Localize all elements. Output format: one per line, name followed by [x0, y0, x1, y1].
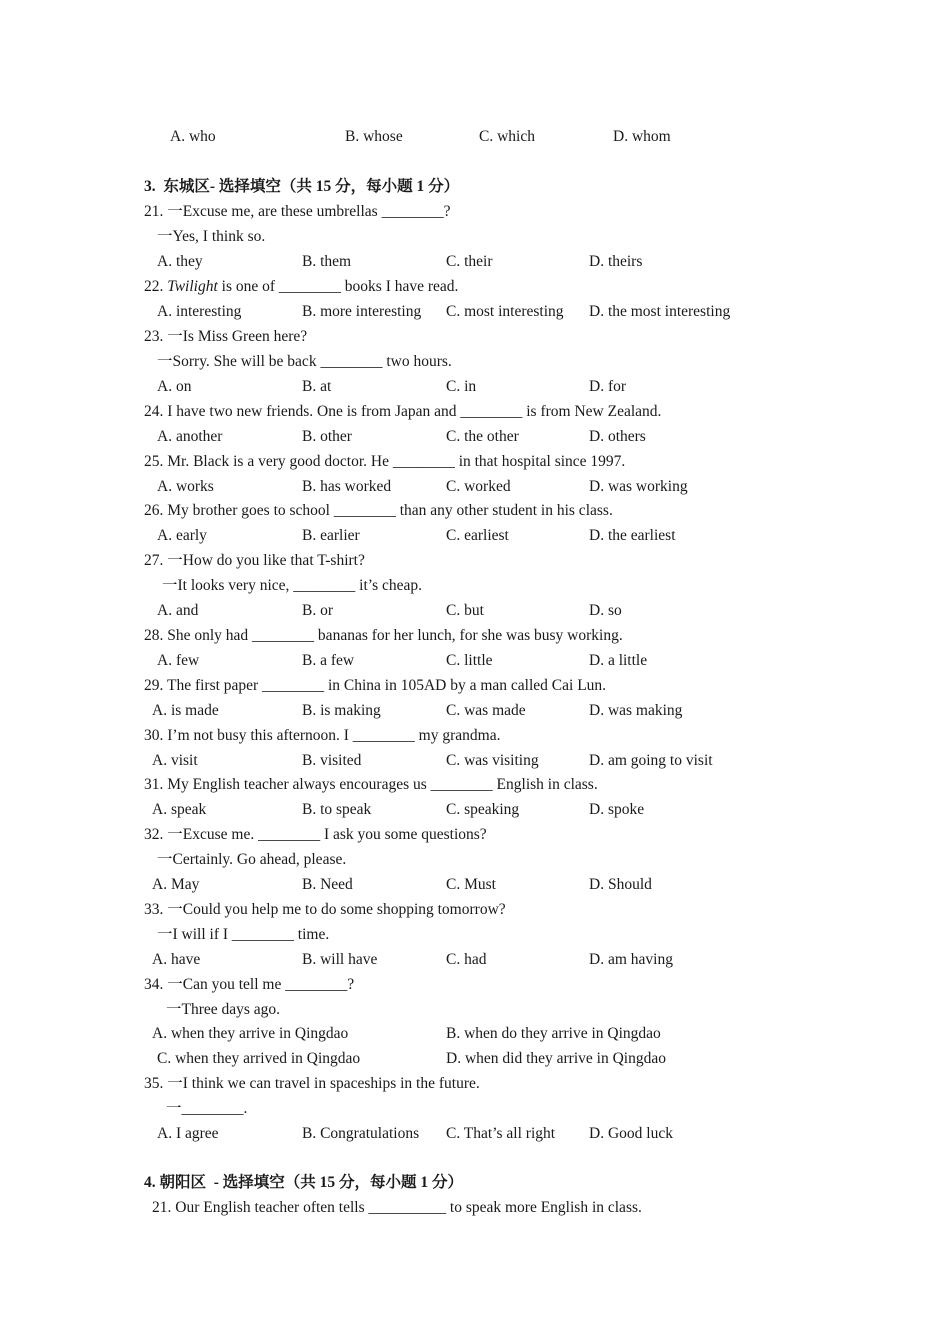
- question-21-option-a: A. they: [157, 253, 203, 270]
- question-33-option-a: A. have: [152, 951, 201, 968]
- question-35-stem: 35. 一I think we can travel in spaceships in the future.: [144, 1075, 480, 1092]
- question-26-option-d: D. the earliest: [589, 527, 676, 544]
- question-26-option-a: A. early: [157, 527, 207, 544]
- question-21-option-b: B. them: [302, 253, 352, 270]
- question-34-reply: 一Three days ago.: [166, 1001, 281, 1018]
- question-29-stem: 29. The first paper ________ in China in 105AD by a man called Cai Lun.: [144, 677, 607, 694]
- question-22-option-a: A. interesting: [157, 303, 242, 320]
- carryover-option-b: B. whose: [345, 128, 403, 145]
- question-26-option-c: C. earliest: [446, 527, 509, 544]
- question-31-option-a: A. speak: [152, 801, 207, 818]
- carryover-option-c: C. which: [479, 128, 535, 145]
- section-4-heading: 4. 朝阳区 - 选择填空（共 15 分，每小题 1 分）: [144, 1174, 464, 1191]
- question-30-option-a: A. visit: [152, 752, 198, 769]
- section-4-question-21-stem: 21. Our English teacher often tells __________ to speak more English in class.: [152, 1199, 642, 1216]
- question-27-option-d: D. so: [589, 602, 622, 619]
- question-22-number: 22.: [144, 278, 168, 295]
- question-29-option-b: B. is making: [302, 702, 381, 719]
- question-33-stem: 33. 一Could you help me to do some shopping tomorrow?: [144, 901, 506, 918]
- question-32-stem: 32. 一Excuse me. ________ I ask you some questions?: [144, 826, 487, 843]
- question-34-option-c: C. when they arrived in Qingdao: [157, 1050, 361, 1067]
- question-22-book-title: Twilight: [167, 278, 218, 295]
- question-27-option-c: C. but: [446, 602, 484, 619]
- question-27-option-a: A. and: [157, 602, 199, 619]
- question-29-option-d: D. was making: [589, 702, 683, 719]
- question-26-option-b: B. earlier: [302, 527, 360, 544]
- question-23-option-a: A. on: [157, 378, 192, 395]
- question-33-option-c: C. had: [446, 951, 487, 968]
- question-35-option-a: A. I agree: [157, 1125, 219, 1142]
- question-32-option-a: A. May: [152, 876, 200, 893]
- question-25-stem: 25. Mr. Black is a very good doctor. He ________ in that hospital since 1997.: [144, 453, 626, 470]
- question-23-reply: 一Sorry. She will be back ________ two hours.: [157, 353, 452, 370]
- question-34-stem: 34. 一Can you tell me ________?: [144, 976, 355, 993]
- carryover-option-d: D. whom: [613, 128, 671, 145]
- carryover-option-a: A. who: [170, 128, 216, 145]
- question-32-option-d: D. Should: [589, 876, 652, 893]
- question-35-option-d: D. Good luck: [589, 1125, 673, 1142]
- question-23-option-b: B. at: [302, 378, 332, 395]
- question-35-reply: 一________.: [166, 1100, 248, 1117]
- section-3-heading: 3. 东城区- 选择填空（共 15 分，每小题 1 分）: [144, 178, 460, 195]
- question-23-option-c: C. in: [446, 378, 477, 395]
- question-30-option-c: C. was visiting: [446, 752, 539, 769]
- question-28-option-c: C. little: [446, 652, 493, 669]
- question-30-option-b: B. visited: [302, 752, 362, 769]
- question-21-stem: 21. 一Excuse me, are these umbrellas ________?: [144, 203, 451, 220]
- question-31-stem: 31. My English teacher always encourages us ________ English in class.: [144, 776, 598, 793]
- question-29-option-a: A. is made: [152, 702, 219, 719]
- question-32-reply: 一Certainly. Go ahead, please.: [157, 851, 347, 868]
- question-34-option-a: A. when they arrive in Qingdao: [152, 1025, 349, 1042]
- question-22-option-d: D. the most interesting: [589, 303, 731, 320]
- question-27-option-b: B. or: [302, 602, 333, 619]
- question-34-option-d: D. when did they arrive in Qingdao: [446, 1050, 666, 1067]
- question-28-option-d: D. a little: [589, 652, 648, 669]
- question-32-option-b: B. Need: [302, 876, 353, 893]
- question-24-option-a: A. another: [157, 428, 223, 445]
- question-31-option-c: C. speaking: [446, 801, 520, 818]
- question-31-option-d: D. spoke: [589, 801, 645, 818]
- question-27-stem: 27. 一How do you like that T-shirt?: [144, 552, 365, 569]
- question-21-reply: 一Yes, I think so.: [157, 228, 266, 245]
- question-24-option-d: D. others: [589, 428, 646, 445]
- question-33-option-b: B. will have: [302, 951, 378, 968]
- question-34-option-b: B. when do they arrive in Qingdao: [446, 1025, 661, 1042]
- question-22-option-c: C. most interesting: [446, 303, 564, 320]
- question-26-stem: 26. My brother goes to school ________ than any other student in his class.: [144, 502, 613, 519]
- question-27-reply: 一It looks very nice, ________ it’s cheap.: [162, 577, 423, 594]
- question-21-option-c: C. their: [446, 253, 493, 270]
- question-24-option-b: B. other: [302, 428, 352, 445]
- question-24-stem: 24. I have two new friends. One is from Japan and ________ is from New Zealand.: [144, 403, 662, 420]
- question-22-option-b: B. more interesting: [302, 303, 422, 320]
- question-22-stem: [144, 277, 458, 297]
- question-25-option-d: D. was working: [589, 478, 688, 495]
- question-33-reply: 一I will if I ________ time.: [157, 926, 330, 943]
- question-22-rest: is one of ________ books I have read.: [217, 278, 459, 295]
- question-29-option-c: C. was made: [446, 702, 526, 719]
- question-25-option-b: B. has worked: [302, 478, 392, 495]
- question-21-option-d: D. theirs: [589, 253, 643, 270]
- question-35-option-c: C. That’s all right: [446, 1125, 556, 1142]
- question-28-stem: 28. She only had ________ bananas for her lunch, for she was busy working.: [144, 627, 623, 644]
- question-24-option-c: C. the other: [446, 428, 519, 445]
- question-32-option-c: C. Must: [446, 876, 496, 893]
- question-30-option-d: D. am going to visit: [589, 752, 713, 769]
- question-28-option-a: A. few: [157, 652, 200, 669]
- question-33-option-d: D. am having: [589, 951, 673, 968]
- question-23-stem: 23. 一Is Miss Green here?: [144, 328, 308, 345]
- question-23-option-d: D. for: [589, 378, 627, 395]
- question-30-stem: 30. I’m not busy this afternoon. I ________ my grandma.: [144, 727, 501, 744]
- question-28-option-b: B. a few: [302, 652, 355, 669]
- question-25-option-a: A. works: [157, 478, 214, 495]
- question-31-option-b: B. to speak: [302, 801, 372, 818]
- question-35-option-b: B. Congratulations: [302, 1125, 420, 1142]
- question-25-option-c: C. worked: [446, 478, 511, 495]
